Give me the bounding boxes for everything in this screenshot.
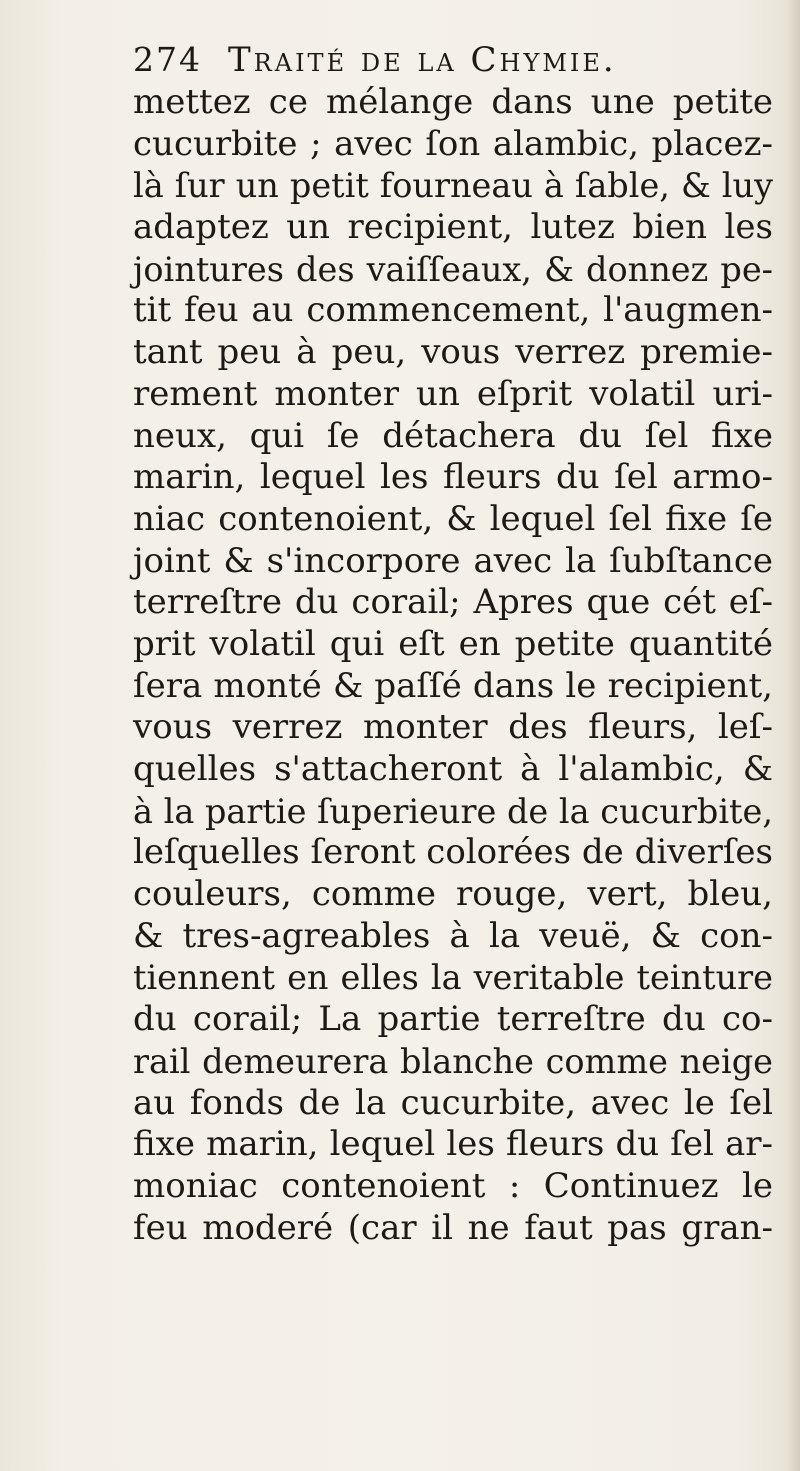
text-line: & tres-agreables à la veuë, & con- — [133, 915, 773, 956]
text-line: terreſtre du corail; Apres que cét eſ- — [133, 582, 773, 623]
text-line: tiennent en elles la veritable teinture — [133, 958, 773, 998]
text-line: à la partie ſuperieure de la cucurbite, — [133, 791, 773, 831]
page-number: 274 — [133, 40, 202, 79]
text-line: tant peu à peu, vous verrez premie- — [133, 332, 773, 373]
text-line: rail demeurera blanche comme neige — [133, 1041, 773, 1081]
text-line: marin, lequel les fleurs du ſel armo- — [133, 457, 773, 498]
text-line: niac contenoient, & lequel ſel fixe ſe — [133, 498, 773, 539]
text-line: adaptez un recipient, lutez bien les — [133, 207, 773, 248]
text-line: moniac contenoient : Continuez le — [133, 1165, 773, 1206]
text-line: fixe marin, lequel les fleurs du ſel ar- — [133, 1124, 773, 1165]
text-line: au fonds de la cucurbite, avec le ſel — [133, 1082, 773, 1123]
text-line: mettez ce mélange dans une petite — [133, 82, 773, 122]
text-line: couleurs, comme rouge, vert, bleu, — [133, 874, 773, 915]
page-edge-shadow — [786, 0, 800, 1471]
text-line: prit volatil qui eſt en petite quantité — [133, 623, 773, 664]
body-text — [133, 82, 773, 1249]
text-line: feu moderé (car il ne faut pas gran- — [133, 1207, 773, 1248]
text-line: là ſur un petit fourneau à ſable, & luy — [133, 166, 773, 206]
running-title: Traité de la Chymie. — [228, 40, 617, 80]
text-line: ſera monté & paſſé dans le recipient, — [133, 665, 773, 706]
text-line: tit feu au commencement, l'augmen- — [133, 290, 773, 331]
text-line: leſquelles ſeront colorées de diverſes — [133, 832, 773, 873]
text-line: vous verrez monter des fleurs, leſ- — [133, 707, 773, 748]
text-line: jointures des vaiſſeaux, & donnez pe- — [133, 249, 773, 289]
text-line: joint & s'incorpore avec la ſubſtance — [133, 540, 773, 581]
text-line: quelles s'attacheront à l'alambic, & — [133, 749, 773, 789]
text-line: rement monter un eſprit volatil uri- — [133, 373, 773, 414]
text-line: cucurbite ; avec ſon alambic, placez- — [133, 123, 773, 164]
text-line: du corail; La partie terreſtre du co- — [133, 999, 773, 1040]
text-line: neux, qui ſe détachera du ſel fixe — [133, 415, 773, 456]
